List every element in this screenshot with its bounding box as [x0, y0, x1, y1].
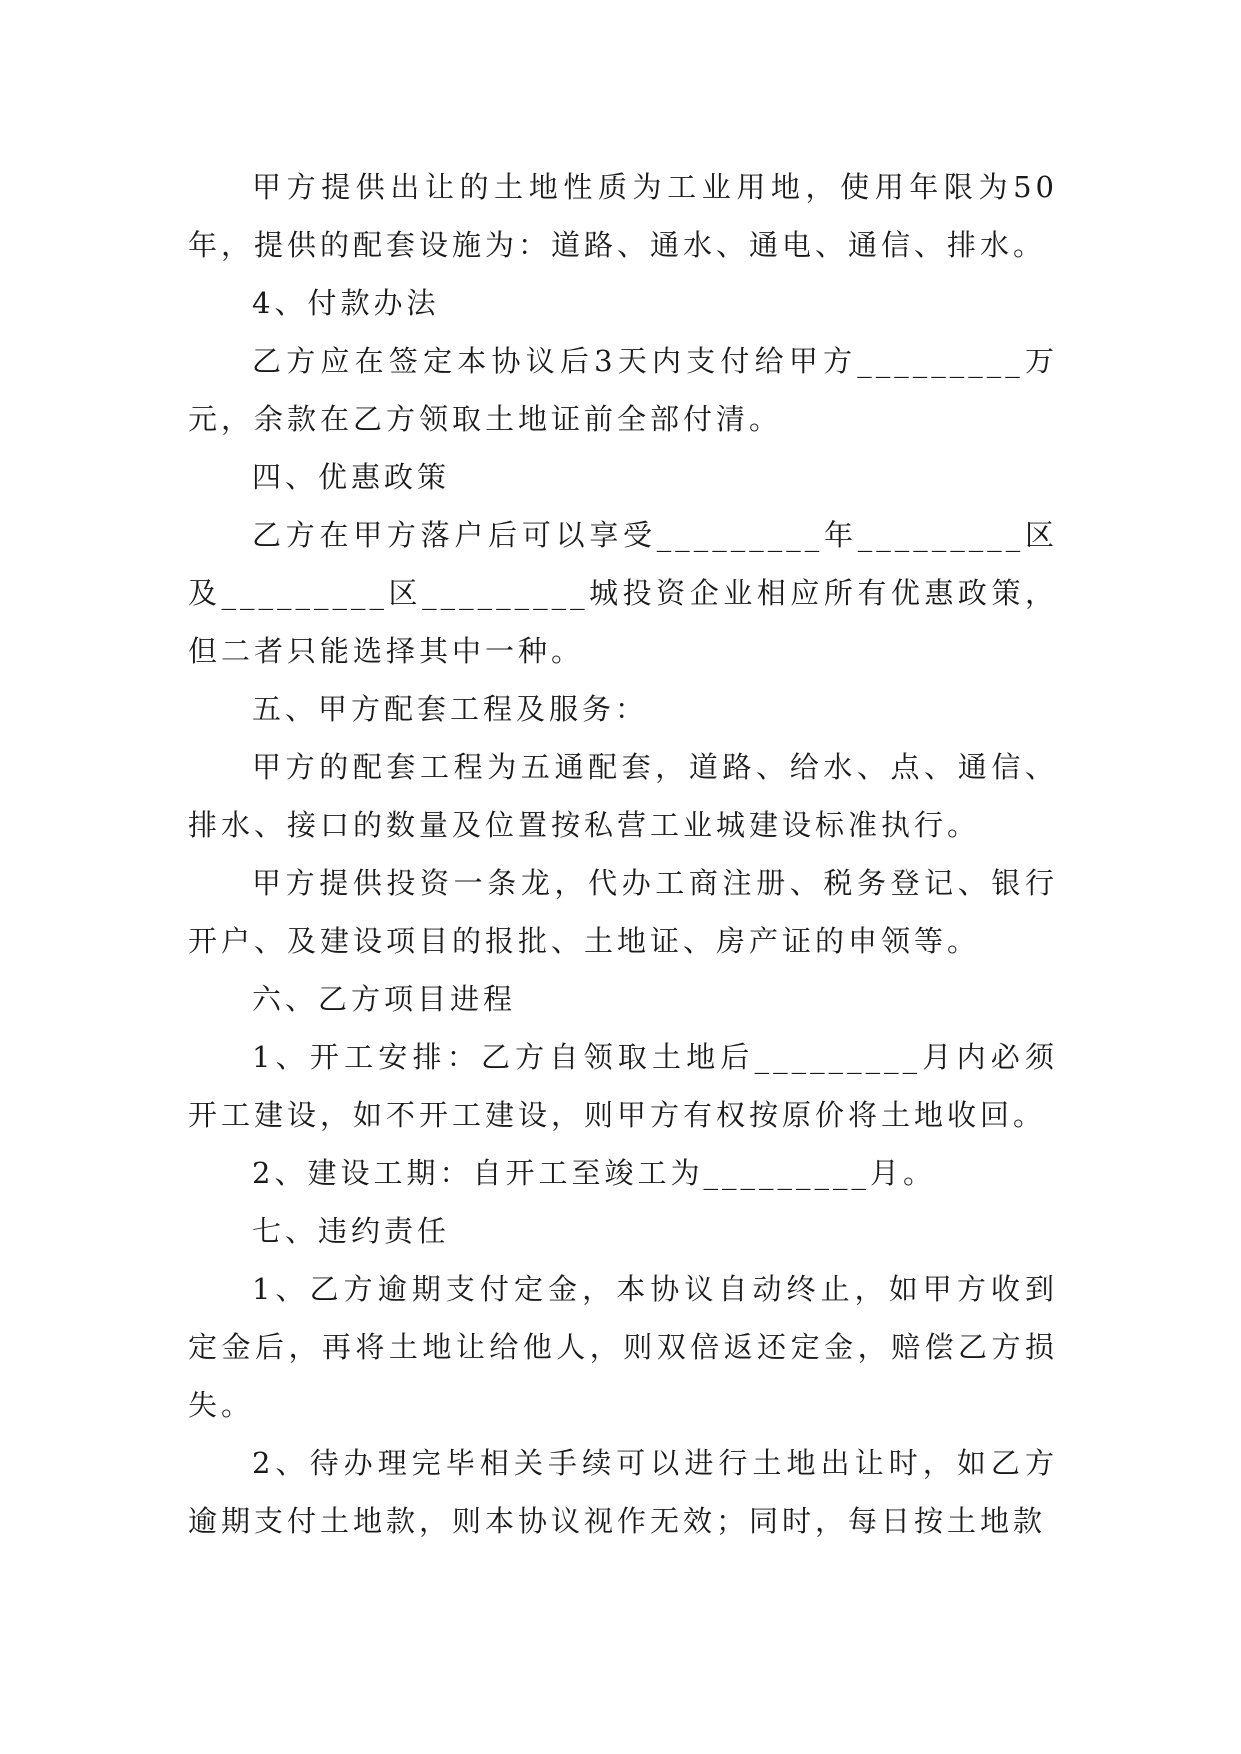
paragraph-payment-terms: 乙方应在签定本协议后3天内支付给甲方_________万元，余款在乙方领取土地证前全部付清。	[188, 344, 1058, 436]
paragraph-land-nature: 甲方提供出让的土地性质为工业用地，使用年限为50年，提供的配套设施为：道路、通水、通电、通信、排水。	[188, 170, 1058, 262]
document-body	[188, 158, 1058, 1550]
heading-payment-method: 4、付款办法	[252, 286, 440, 320]
heading-breach-liability: 七、违约责任	[252, 1214, 451, 1248]
paragraph-supporting-works: 甲方的配套工程为五通配套，道路、给水、点、通信、排水、接口的数量及位置按私营工业城建设标准执行。	[188, 750, 1058, 842]
paragraph-investment-services: 甲方提供投资一条龙，代办工商注册、税务登记、银行开户、及建设项目的报批、土地证、房产证的申领等。	[188, 866, 1058, 958]
paragraph-deposit-breach: 1、乙方逾期支付定金，本协议自动终止，如甲方收到定金后，再将土地让给他人，则双倍返还定金，赔偿乙方损失。	[188, 1272, 1058, 1422]
paragraph-late-land-payment: 2、待办理完毕相关手续可以进行土地出让时，如乙方逾期支付土地款，则本协议视作无效；同时，每日按土地款	[188, 1446, 1058, 1538]
heading-project-schedule: 六、乙方项目进程	[252, 982, 517, 1016]
paragraph-preferential-policy: 乙方在甲方落户后可以享受_________年_________区及_________区_________城投资企业相应所有优惠政策，但二者只能选择其中一种。	[188, 518, 1058, 668]
heading-supporting-works: 五、甲方配套工程及服务：	[252, 692, 649, 726]
paragraph-construction-start: 1、开工安排：乙方自领取土地后_________月内必须开工建设，如不开工建设，则甲方有权按原价将土地收回。	[188, 1040, 1058, 1132]
paragraph-construction-period: 2、建设工期：自开工至竣工为_________月。	[252, 1156, 936, 1190]
heading-preferential-policy: 四、优惠政策	[252, 460, 451, 494]
